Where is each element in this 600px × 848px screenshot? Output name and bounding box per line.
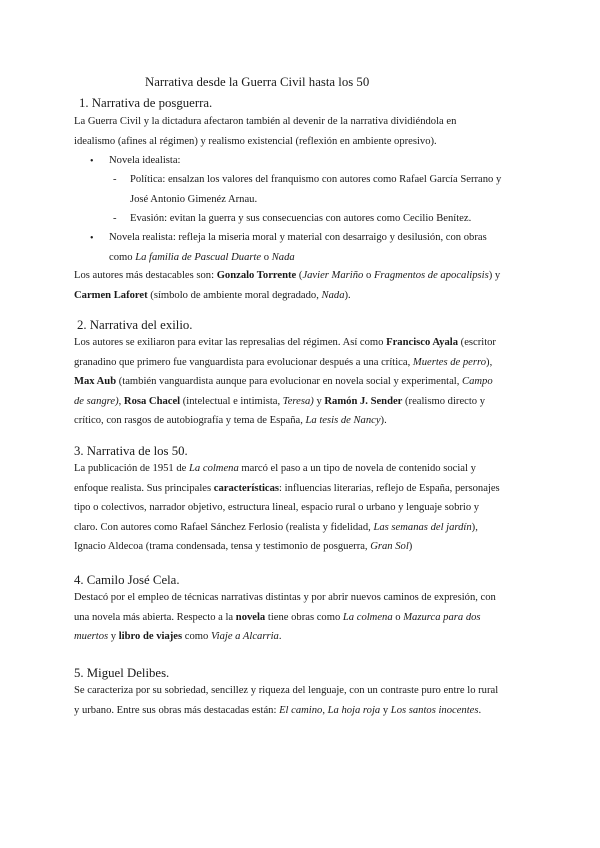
bullet-novela-realista: Novela realista: refleja la miseria moral y material con desarraigo y desilusión, con obras como La familia de Pascual Duarte o Nada (109, 232, 487, 263)
dash-icon: - (113, 174, 117, 185)
section-heading-posguerra: 1. Narrativa de posguerra. (79, 96, 213, 110)
page-title: Narrativa desde la Guerra Civil hasta los 50 (145, 75, 370, 89)
paragraph-delibes: Se caracteriza por su sobriedad, sencillez y riqueza del lenguaje, con un contraste puro entre lo rural y urbano. Entre sus obras más destacadas están: El camino, La hoja roja y Los santos inocentes. (74, 685, 499, 716)
bullet-icon: • (90, 156, 94, 167)
subitem-evasion: Evasión: evitan la guerra y sus consecuencias con autores como Cecilio Benítez. (130, 213, 472, 224)
paragraph-posguerra-intro: La Guerra Civil y la dictadura afectaron también al devenir de la narrativa dividiéndola en idealismo (afines al régimen) y realismo existencial (reflexión en ambiente opresivo). (74, 116, 457, 147)
dash-icon: - (113, 213, 117, 224)
bullet-icon: • (90, 233, 94, 244)
section-heading-exilio: 2. Narrativa del exilio. (77, 318, 193, 332)
paragraph-autores-destacables: Los autores más destacables son: Gonzalo Torrente (Javier Mariño o Fragmentos de apocalipsis) y Carmen Laforet (símbolo de ambiente moral degradado, Nada). (74, 270, 501, 301)
bullet-novela-idealista: Novela idealista: (109, 155, 181, 166)
paragraph-cela: Destacó por el empleo de técnicas narrativas distintas y por abrir nuevos caminos de expresión, con una novela más abierta. Respecto a la novela tiene obras como La colmena o Mazurca para dos muertos y libro de viajes como Viaje a Alcarria. (74, 592, 496, 642)
section-heading-cela: 4. Camilo José Cela. (74, 573, 180, 587)
subitem-politica: Política: ensalzan los valores del franquismo con autores como Rafael García Serrano y José Antonio Gimenéz Arnau. (130, 174, 502, 205)
section-heading-delibes: 5. Miguel Delibes. (74, 666, 170, 680)
section-heading-los-50: 3. Narrativa de los 50. (74, 444, 188, 458)
paragraph-exilio: Los autores se exiliaron para evitar las represalias del régimen. Así como Francisco Ayala (escritor granadino que primero fue vanguardista para evolucionar después a una crítica, Muertes de perro), Max Aub (también vanguardista aunque para evolucionar en novela social y experimental, Campo de sangre), Rosa Chacel (intelectual e intimista, Teresa) y Ramón J. Sender (realismo directo y crítico, con rasgos de autobiografía y tema de España, La tesis de Nancy). (74, 337, 496, 426)
paragraph-los-50: La publicación de 1951 de La colmena marcó el paso a un tipo de novela de contenido social y enfoque realista. Sus principales características: influencias literarias, reflejo de España, personajes tipo o colectivos, narrador objetivo, estructura lineal, espacio rural o urbano y lenguaje sobrio y claro. Con autores como Rafael Sánchez Ferlosio (realista y fidelidad, Las semanas del jardín), Ignacio Aldecoa (trama condensada, tensa y testimonio de posguerra, Gran Sol) (74, 463, 500, 552)
